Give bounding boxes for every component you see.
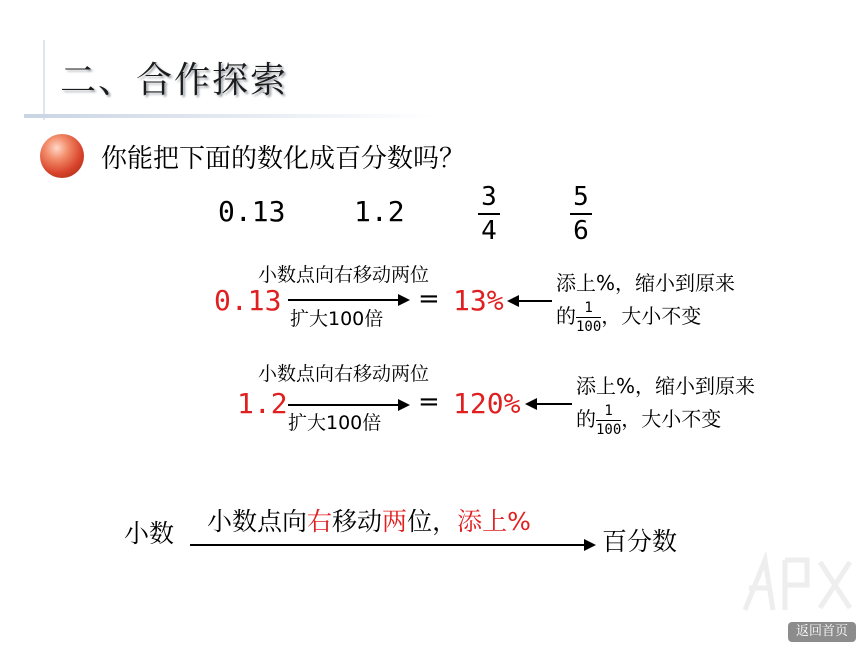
fraction-bar: [478, 213, 500, 215]
summary-to: 百分数: [602, 527, 678, 556]
summary-from: 小数: [124, 519, 175, 548]
example2-note-line1: 添上%，缩小到原来: [576, 374, 756, 398]
note-fraction: [596, 404, 621, 437]
watermark-logo-icon: [735, 540, 855, 620]
example2-arrowhead-icon: [398, 399, 410, 411]
example2-below-label: 扩大100倍: [288, 412, 382, 434]
note-fraction-bar: [596, 420, 621, 421]
return-home-button[interactable]: 返回首页: [788, 622, 856, 642]
example1-arrowhead-icon: [398, 294, 410, 306]
note-fraction-denominator: 100: [576, 319, 602, 335]
summary-rule-part-highlight: 两: [382, 507, 408, 536]
summary-rule-part: 小数点向: [207, 507, 308, 536]
fraction-denominator: 6: [573, 215, 589, 246]
note-prefix: 的: [556, 304, 576, 328]
question-text: 你能把下面的数化成百分数吗？: [101, 144, 466, 174]
example1-back-arrow-line: [518, 300, 552, 302]
fraction-numerator: 5: [573, 182, 589, 212]
example2-equals: =: [418, 387, 440, 417]
page-title: 二、合作探索: [60, 60, 289, 101]
summary-rule-part-highlight: 右: [307, 507, 333, 536]
summary-rule-part-highlight: 添上%: [457, 507, 531, 536]
fraction-5-6: [570, 184, 592, 244]
bullet-ball-icon: [40, 134, 84, 178]
example1-equals: =: [418, 284, 440, 314]
note-fraction-numerator: 1: [584, 300, 593, 316]
example2-back-arrow-line: [536, 403, 572, 405]
example1-above-label: 小数点向右移动两位: [258, 264, 430, 286]
summary-rule-part: 位，: [407, 507, 458, 536]
fraction-3-4: [478, 184, 500, 244]
example2-above-label: 小数点向右移动两位: [258, 363, 430, 385]
summary-arrowhead-icon: [584, 539, 596, 551]
example2-decimal: 1.2: [237, 387, 288, 420]
note-prefix: 的: [576, 407, 596, 431]
example1-decimal: 0.13: [214, 284, 282, 317]
example1-below-label: 扩大100倍: [290, 308, 384, 330]
note-fraction-denominator: 100: [596, 422, 622, 438]
example2-arrow-line: [288, 404, 398, 406]
fraction-bar: [570, 213, 592, 215]
title-divider-vertical: [43, 40, 45, 120]
number-0-13: 0.13: [218, 195, 286, 228]
example2-result: 120%: [453, 387, 521, 420]
fraction-denominator: 4: [481, 215, 497, 246]
example1-note-line1: 添上%，缩小到原来: [556, 271, 736, 295]
note-fraction: [576, 301, 601, 334]
note-suffix: ，大小不变: [601, 304, 702, 328]
summary-arrow-line: [190, 544, 586, 546]
note-fraction-numerator: 1: [604, 403, 613, 419]
fraction-numerator: 3: [481, 182, 497, 212]
summary-rule: [207, 502, 531, 538]
number-1-2: 1.2: [354, 195, 405, 228]
note-fraction-bar: [576, 317, 601, 318]
summary-rule-part: 移动: [332, 507, 383, 536]
example1-note-line2: [556, 300, 701, 334]
title-underline: [24, 114, 434, 118]
example2-note-line2: [576, 403, 721, 437]
example1-result: 13%: [453, 284, 504, 317]
note-suffix: ，大小不变: [621, 407, 722, 431]
example1-arrow-line: [288, 299, 398, 301]
